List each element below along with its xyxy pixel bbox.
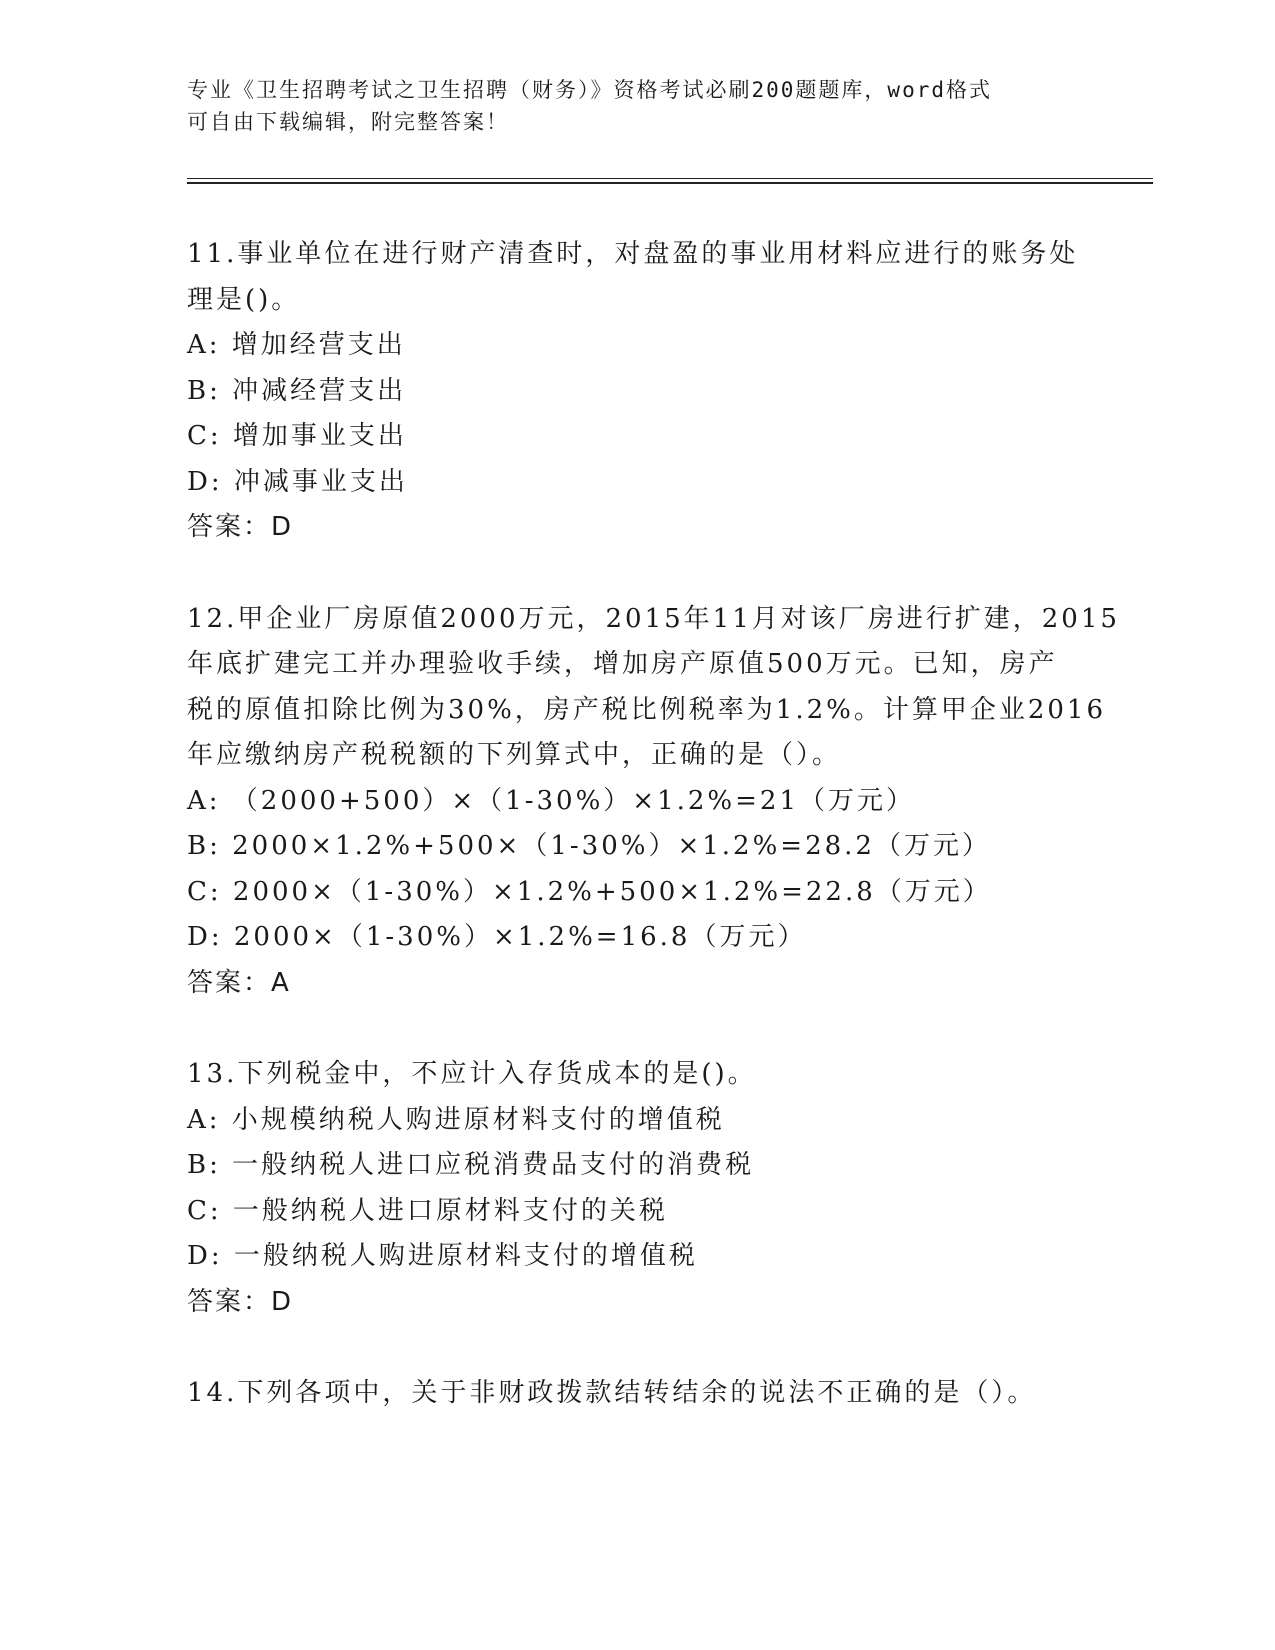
header-divider-bottom [187,182,1153,184]
answer-label: 答案：D [187,512,294,542]
question-text-line: 年底扩建完工并办理验收手续，增加房产原值500万元。已知，房产 [187,649,1058,679]
document-header [187,74,1087,138]
question-text-line: 税的原值扣除比例为30%，房产税比例税率为1.2%。计算甲企业2016 [187,694,1107,725]
header-line-2: 可自由下载编辑，附完整答案！ [187,110,509,134]
answer-label: 答案：D [187,1286,294,1317]
option-c: C: 增加事业支出 [187,421,407,451]
header-divider-top [187,178,1153,179]
option-b: B: 2000×1.2%+500×（1-30%）×1.2%=28.2（万元） [187,831,991,861]
option-a: A: （2000+500）×（1-30%）×1.2%=21（万元） [187,785,915,816]
question-text-line: 年应缴纳房产税税额的下列算式中，正确的是（）。 [187,740,842,770]
option-a: A: 小规模纳税人购进原材料支付的增值税 [187,1104,725,1135]
answer-label: 答案：A [187,967,291,998]
option-c: C: 一般纳税人进口原材料支付的关税 [187,1195,668,1226]
option-b: B: 一般纳税人进口应税消费品支付的消费税 [187,1150,755,1180]
header-line-1: 专业《卫生招聘考试之卫生招聘（财务）》资格考试必刷200题题库，word格式 [187,78,992,102]
question-11 [187,232,1087,551]
question-text-line: 13.下列税金中，不应计入存货成本的是()。 [187,1059,757,1089]
option-a: A: 增加经营支出 [187,330,406,360]
option-d: D: 2000×（1-30%）×1.2%=16.8（万元） [187,922,807,952]
question-14 [187,1371,1087,1417]
question-text-line: 12.甲企业厂房原值2000万元，2015年11月对该厂房进行扩建，2015 [187,603,1120,634]
option-c: C: 2000×（1-30%）×1.2%+500×1.2%=22.8（万元） [187,876,992,907]
option-d: D: 冲减事业支出 [187,466,408,497]
question-list [187,232,1120,1463]
option-b: B: 冲减经营支出 [187,375,407,406]
question-12 [187,597,1120,1007]
question-text-line: 11.事业单位在进行财产清查时，对盘盈的事业用材料应进行的账务处 [187,239,1079,269]
option-d: D: 一般纳税人购进原材料支付的增值税 [187,1241,698,1271]
question-13 [187,1052,1087,1325]
question-text-line: 理是()。 [187,284,301,315]
question-text-line: 14.下列各项中，关于非财政拨款结转结余的说法不正确的是（）。 [187,1378,1037,1408]
